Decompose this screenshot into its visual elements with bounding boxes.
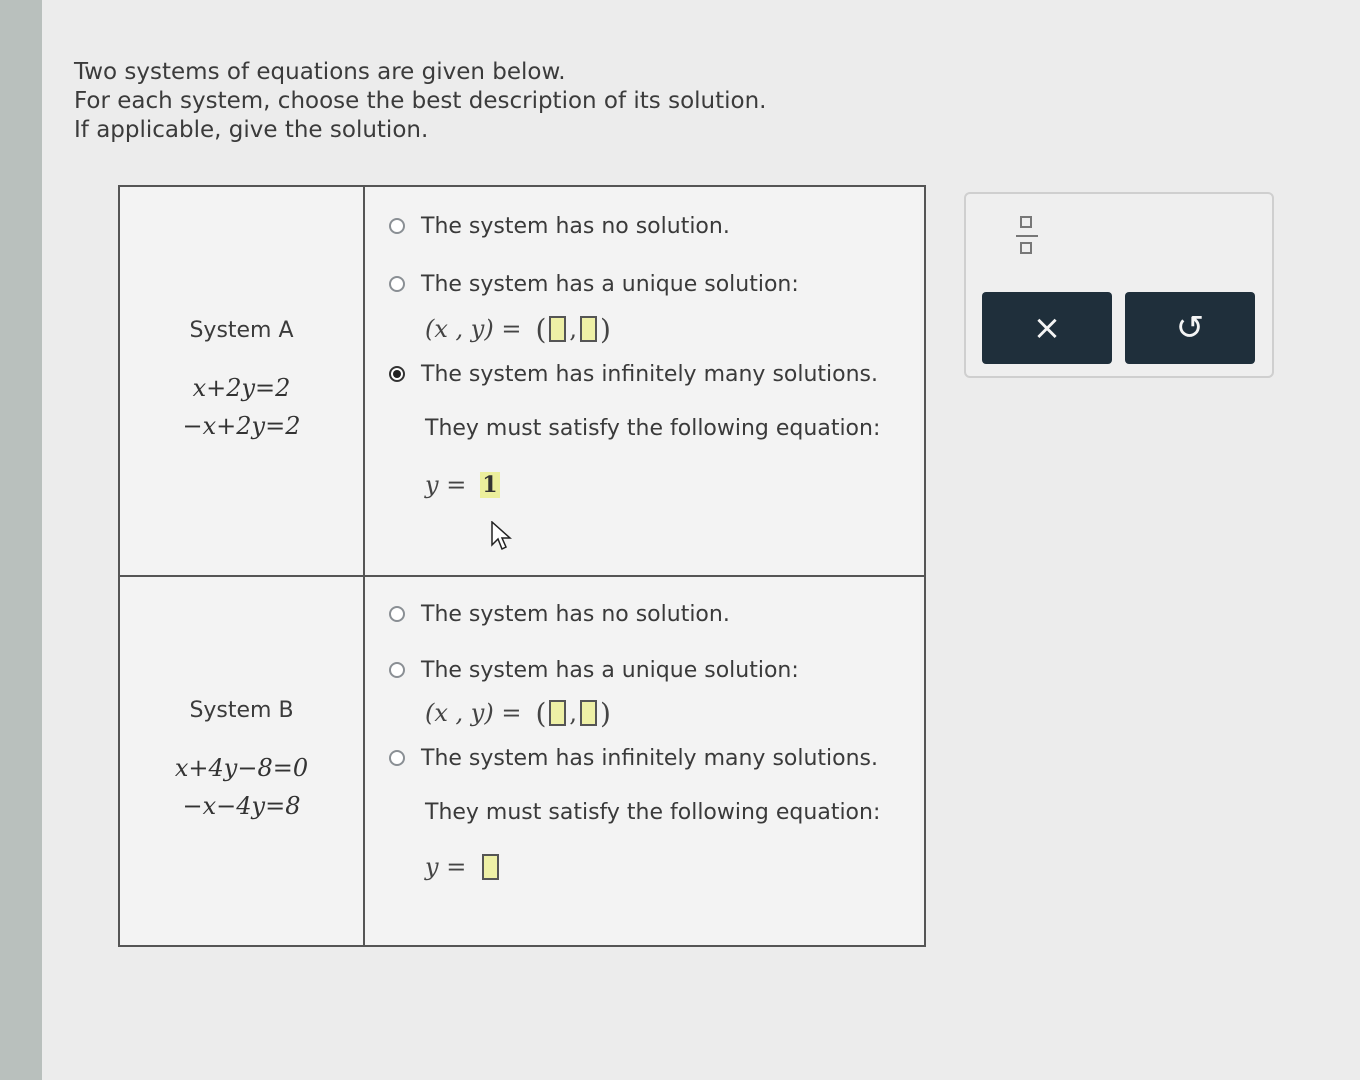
system-a-option-unique[interactable]	[389, 267, 924, 301]
x-input-box[interactable]	[549, 316, 566, 342]
system-b-equation-answer	[389, 847, 924, 887]
y-label: y =	[425, 853, 467, 881]
instruction-line-1: Two systems of equations are given below.	[74, 59, 566, 85]
monitor-bezel	[0, 0, 42, 1080]
system-a-unique-answer: (x , y) = ( , )	[425, 312, 611, 346]
system-a-equation-1: x+2y=2	[192, 373, 291, 402]
x-input-box[interactable]	[549, 700, 566, 726]
system-a-equation-answer	[389, 465, 924, 505]
xy-label: (x , y) =	[425, 315, 522, 343]
radio-icon[interactable]	[389, 662, 405, 678]
system-b-satisfy-note: They must satisfy the following equation:	[425, 799, 881, 825]
option-label: The system has a unique solution:	[421, 271, 799, 297]
system-a-row	[120, 187, 924, 575]
system-a-satisfy-note: They must satisfy the following equation:	[425, 415, 881, 441]
y-input-box[interactable]	[580, 700, 597, 726]
instructions	[74, 58, 767, 145]
system-b-option-no-solution[interactable]	[389, 597, 924, 631]
radio-icon[interactable]	[389, 606, 405, 622]
instruction-line-2: For each system, choose the best description of its solution.	[74, 88, 767, 114]
systems-table	[118, 185, 926, 947]
system-b-row	[120, 575, 924, 945]
mouse-cursor-icon	[491, 521, 513, 551]
system-a-cell	[120, 187, 365, 575]
clear-button[interactable]: ×	[982, 292, 1112, 364]
system-b-title: System B	[189, 697, 294, 723]
option-label: The system has no solution.	[421, 601, 730, 627]
system-b-unique-answer: (x , y) = ( , )	[425, 696, 611, 730]
system-b-equation-2: −x−4y=8	[182, 791, 301, 820]
system-b-option-infinite[interactable]	[389, 741, 924, 775]
y-equation-input[interactable]: 1	[482, 472, 498, 498]
instruction-line-3: If applicable, give the solution.	[74, 117, 429, 143]
radio-selected-icon[interactable]	[389, 366, 405, 382]
system-a-option-no-solution[interactable]	[389, 209, 924, 243]
option-label: The system has infinitely many solutions.	[421, 745, 879, 771]
fraction-icon[interactable]	[1016, 216, 1038, 258]
system-a-equation-2: −x+2y=2	[182, 411, 301, 440]
xy-label: (x , y) =	[425, 699, 522, 727]
undo-button[interactable]: ↺	[1125, 292, 1255, 364]
system-a-option-infinite[interactable]	[389, 357, 924, 391]
option-label: The system has a unique solution:	[421, 657, 799, 683]
radio-icon[interactable]	[389, 276, 405, 292]
system-b-option-unique[interactable]	[389, 653, 924, 687]
system-b-options	[365, 577, 924, 945]
y-input-box[interactable]	[580, 316, 597, 342]
option-label: The system has infinitely many solutions.	[421, 361, 879, 387]
radio-icon[interactable]	[389, 750, 405, 766]
y-label: y =	[425, 471, 467, 499]
system-b-equation-1: x+4y−8=0	[174, 753, 309, 782]
system-a-title: System A	[189, 317, 294, 343]
option-label: The system has no solution.	[421, 213, 730, 239]
radio-icon[interactable]	[389, 218, 405, 234]
system-b-cell	[120, 577, 365, 945]
y-equation-input[interactable]	[482, 854, 499, 880]
system-a-options	[365, 187, 924, 575]
math-toolbox	[964, 192, 1274, 378]
